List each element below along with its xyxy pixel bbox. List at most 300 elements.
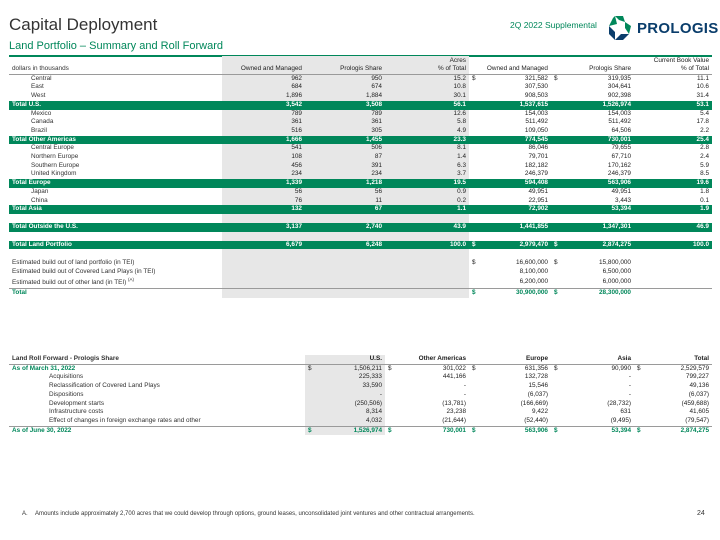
value-cell — [551, 127, 634, 136]
value-text: 49,136 — [689, 382, 709, 390]
value-cell — [385, 400, 469, 409]
currency-symbol: $ — [554, 426, 558, 434]
table-row — [9, 417, 712, 426]
land-portfolio-summary-table — [9, 56, 712, 298]
currency-symbol: $ — [472, 258, 476, 266]
value-cell — [305, 110, 385, 119]
value-text: 962 — [291, 74, 302, 82]
value-text: 456 — [291, 161, 302, 169]
value-cell — [634, 83, 712, 92]
value-text: 2,529,579 — [680, 364, 709, 372]
value-text: 56 — [294, 187, 302, 195]
prologis-logo-icon — [605, 14, 635, 42]
value-text: 132,728 — [524, 373, 548, 381]
blank-cell — [305, 276, 385, 288]
value-text: 2.2 — [700, 126, 709, 134]
row-label: Total U.S. — [9, 101, 222, 110]
row-label — [9, 267, 222, 276]
value-cell — [305, 144, 385, 153]
value-text: 182,182 — [524, 161, 548, 169]
value-text: 53,394 — [611, 426, 631, 434]
value-text: 799,227 — [685, 373, 709, 381]
total-row — [9, 101, 712, 110]
value-cell — [634, 92, 712, 101]
value-cell — [551, 92, 634, 101]
currency-symbol: $ — [472, 74, 476, 82]
value-cell — [385, 74, 469, 83]
value-cell — [469, 170, 551, 179]
row-label: Total Europe — [9, 179, 222, 188]
value-cell — [551, 232, 634, 241]
blank-cell — [222, 258, 305, 267]
value-cell — [385, 144, 469, 153]
blank-cell — [385, 249, 469, 258]
value-cell — [385, 373, 469, 382]
value-text: 307,530 — [524, 83, 548, 91]
blank-cell — [305, 56, 385, 65]
value-cell — [469, 74, 551, 83]
value-cell — [469, 153, 551, 162]
value-text: 902,398 — [607, 92, 631, 100]
table-row — [9, 74, 712, 83]
currency-symbol: $ — [308, 426, 312, 434]
value-text: 132 — [291, 205, 302, 213]
blank-cell — [385, 258, 469, 267]
value-cell — [222, 144, 305, 153]
value-cell — [551, 276, 634, 288]
value-cell — [385, 205, 469, 214]
value-text: 8.5 — [700, 170, 709, 178]
value-cell — [385, 223, 469, 232]
value-cell — [469, 373, 551, 382]
table-row — [9, 408, 712, 417]
value-cell — [634, 232, 712, 241]
value-text: 674 — [371, 83, 382, 91]
value-text: 108 — [291, 153, 302, 161]
value-text: 17.8 — [696, 118, 709, 126]
column-header: Owned and Managed — [222, 65, 305, 74]
value-cell — [634, 214, 712, 223]
blank-cell — [222, 249, 305, 258]
row-label-text: Estimated build out of Covered Land Plays (in TEI) — [12, 267, 156, 275]
blank-cell — [634, 289, 712, 298]
value-cell — [305, 205, 385, 214]
value-cell — [305, 153, 385, 162]
row-label: Japan — [31, 187, 49, 195]
footnote-text: Amounts include approximately 2,700 acres that we could develop through options, ground leases, unconsolidated joint ventures and other contractual arrangements. — [35, 511, 475, 517]
blank-cell — [385, 276, 469, 288]
value-text: 3,443 — [615, 196, 631, 204]
blank-cell — [551, 249, 634, 258]
row-label: East — [31, 83, 44, 91]
page-title: Capital Deployment — [9, 15, 158, 34]
table-row — [9, 153, 712, 162]
value-cell — [551, 223, 634, 232]
currency-symbol: $ — [554, 74, 558, 82]
value-cell — [469, 408, 551, 417]
row-label: Reclassification of Covered Land Plays — [49, 382, 160, 390]
value-text: 1,455 — [366, 135, 382, 143]
value-text: 15.2 — [453, 74, 466, 82]
row-label: West — [31, 92, 46, 100]
value-cell — [469, 258, 551, 267]
column-header-row — [9, 65, 712, 74]
value-text: 86,046 — [528, 144, 548, 152]
value-text: 11 — [375, 196, 382, 204]
value-cell — [305, 101, 385, 110]
value-text: 1,537,615 — [519, 100, 548, 108]
value-text: 49,951 — [528, 187, 548, 195]
value-cell — [551, 144, 634, 153]
value-cell — [551, 74, 634, 83]
column-header: Other Americas — [385, 355, 469, 364]
value-cell — [385, 417, 469, 426]
total-row — [9, 223, 712, 232]
row-label: United Kingdom — [31, 170, 77, 178]
footnote-letter: A. — [22, 511, 28, 517]
value-cell — [551, 289, 634, 298]
value-text: 19.6 — [696, 179, 709, 187]
units-label: dollars in thousands — [9, 65, 222, 74]
value-text: 6.3 — [457, 161, 466, 169]
value-text: - — [628, 382, 631, 390]
value-text: 15,546 — [528, 382, 548, 390]
value-text: 41,605 — [689, 408, 709, 416]
value-text: 8.1 — [457, 144, 466, 152]
blank-cell — [9, 56, 222, 65]
row-label: Total — [9, 289, 222, 298]
value-cell — [634, 400, 712, 409]
blank-cell — [469, 56, 551, 65]
value-cell — [634, 188, 712, 197]
value-text: 516 — [291, 126, 302, 134]
value-text: 361 — [291, 118, 302, 126]
currency-symbol: $ — [388, 426, 392, 434]
total-row — [9, 136, 712, 145]
value-cell — [305, 391, 385, 400]
blank-cell — [634, 267, 712, 276]
row-label: Total Outside the U.S. — [9, 223, 222, 232]
currency-symbol: $ — [554, 240, 558, 248]
value-cell — [305, 92, 385, 101]
value-cell — [551, 153, 634, 162]
value-cell — [222, 197, 305, 206]
value-text: 1.9 — [700, 205, 709, 213]
value-cell — [551, 241, 634, 250]
table-row — [9, 83, 712, 92]
value-text: 67 — [374, 205, 382, 213]
value-text: 4.9 — [457, 126, 466, 134]
value-text: 321,582 — [524, 74, 548, 82]
value-text: 391 — [371, 161, 382, 169]
value-text: - — [628, 373, 631, 381]
value-text: 246,379 — [524, 170, 548, 178]
value-cell — [634, 179, 712, 188]
value-cell — [305, 232, 385, 241]
value-cell — [385, 127, 469, 136]
value-cell — [305, 364, 385, 373]
value-cell — [385, 197, 469, 206]
value-cell — [634, 205, 712, 214]
row-label-text: Estimated build out of land portfolio (in TEI) — [12, 258, 135, 266]
total-row — [9, 179, 712, 188]
value-text: 6,200,000 — [519, 277, 548, 285]
value-cell — [305, 170, 385, 179]
column-header: Prologis Share — [551, 65, 634, 74]
value-text: 631 — [620, 408, 631, 416]
value-text: 4,032 — [366, 416, 382, 424]
value-text: 1,218 — [366, 179, 382, 187]
value-cell — [385, 136, 469, 145]
value-cell — [222, 179, 305, 188]
table-row — [9, 127, 712, 136]
value-cell — [222, 153, 305, 162]
value-text: 22,951 — [528, 196, 548, 204]
value-text: 361 — [371, 118, 382, 126]
value-cell — [305, 373, 385, 382]
value-cell — [551, 162, 634, 171]
value-cell — [551, 101, 634, 110]
estimate-row — [9, 258, 712, 267]
column-header: % of Total — [634, 65, 712, 74]
value-text: 1.8 — [700, 187, 709, 195]
value-cell — [551, 408, 634, 417]
value-cell — [634, 127, 712, 136]
value-cell — [222, 205, 305, 214]
currency-symbol: $ — [472, 240, 476, 248]
value-cell — [385, 179, 469, 188]
value-cell — [469, 136, 551, 145]
currency-symbol: $ — [554, 289, 558, 297]
value-text: 5.9 — [700, 161, 709, 169]
value-text: 246,379 — [607, 170, 631, 178]
value-cell — [551, 83, 634, 92]
value-text: 908,503 — [524, 92, 548, 100]
value-text: 1,347,301 — [602, 222, 631, 230]
value-cell — [305, 162, 385, 171]
value-cell — [469, 364, 551, 373]
value-cell — [551, 170, 634, 179]
value-text: (6,037) — [688, 390, 709, 398]
blank-cell — [551, 56, 634, 65]
value-text: 0.9 — [457, 187, 466, 195]
value-text: (13,781) — [442, 399, 466, 407]
value-cell — [222, 188, 305, 197]
value-text: 170,162 — [607, 161, 631, 169]
blank-cell — [385, 267, 469, 276]
value-cell — [305, 197, 385, 206]
value-cell — [469, 179, 551, 188]
value-cell — [469, 101, 551, 110]
column-header: Asia — [551, 355, 634, 364]
spacer-row — [9, 232, 712, 241]
row-label: Effect of changes in foreign exchange rates and other — [49, 416, 201, 424]
value-text: (459,688) — [681, 399, 709, 407]
value-text: 9,422 — [532, 408, 548, 416]
value-text: 684 — [291, 83, 302, 91]
value-cell — [469, 197, 551, 206]
value-cell — [305, 136, 385, 145]
blank-cell — [222, 56, 305, 65]
value-cell — [469, 400, 551, 409]
value-text: (28,732) — [607, 399, 631, 407]
value-cell — [469, 426, 551, 435]
column-header: % of Total — [385, 65, 469, 74]
value-cell — [305, 127, 385, 136]
value-text: 730,001 — [442, 426, 466, 434]
value-cell — [222, 83, 305, 92]
value-text: 8,314 — [366, 408, 382, 416]
value-text: 6,679 — [286, 240, 302, 248]
value-text: 100.0 — [450, 240, 466, 248]
value-text: 950 — [371, 74, 382, 82]
value-text: 72,902 — [528, 205, 548, 213]
value-cell — [469, 205, 551, 214]
value-text: 0.2 — [457, 196, 466, 204]
blank-cell — [305, 258, 385, 267]
value-cell — [551, 188, 634, 197]
value-cell — [385, 170, 469, 179]
currency-symbol: $ — [472, 426, 476, 434]
value-cell — [469, 83, 551, 92]
row-label: Dispositions — [49, 390, 84, 398]
value-text: 100.0 — [693, 240, 709, 248]
value-cell — [305, 74, 385, 83]
value-cell — [305, 179, 385, 188]
value-cell — [634, 197, 712, 206]
value-cell — [222, 223, 305, 232]
blank-cell — [222, 289, 305, 298]
value-cell — [305, 426, 385, 435]
table-row — [9, 170, 712, 179]
value-cell — [469, 289, 551, 298]
spacer-row — [9, 249, 712, 258]
value-text: (21,644) — [442, 416, 466, 424]
value-text: 441,166 — [442, 373, 466, 381]
value-cell — [634, 382, 712, 391]
value-text: 5.4 — [700, 109, 709, 117]
value-cell — [551, 391, 634, 400]
blank-cell — [469, 249, 551, 258]
value-cell — [222, 101, 305, 110]
value-text: 6,000,000 — [602, 277, 631, 285]
value-cell — [469, 214, 551, 223]
page-number: 24 — [697, 510, 705, 517]
value-cell — [551, 417, 634, 426]
value-cell — [305, 241, 385, 250]
value-text: - — [463, 382, 466, 390]
value-cell — [222, 110, 305, 119]
row-label: Brazil — [31, 126, 47, 134]
value-cell — [385, 92, 469, 101]
value-text: 563,906 — [607, 179, 631, 187]
value-cell — [634, 153, 712, 162]
value-text: 64,506 — [611, 126, 631, 134]
value-cell — [634, 136, 712, 145]
value-text: 1,666 — [286, 135, 302, 143]
value-cell — [469, 92, 551, 101]
value-text: 53,394 — [611, 205, 631, 213]
total-row — [9, 241, 712, 250]
value-cell — [551, 258, 634, 267]
blank-cell — [305, 249, 385, 258]
value-cell — [222, 170, 305, 179]
value-cell — [469, 188, 551, 197]
value-cell — [634, 162, 712, 171]
value-cell — [634, 426, 712, 435]
value-cell — [634, 364, 712, 373]
value-cell — [634, 223, 712, 232]
value-text: 79,701 — [528, 153, 548, 161]
value-cell — [469, 232, 551, 241]
value-text: 3,508 — [366, 100, 382, 108]
footnote-marker: (A) — [128, 277, 135, 283]
value-cell — [634, 241, 712, 250]
value-cell — [469, 162, 551, 171]
estimate-total-row — [9, 289, 712, 298]
value-cell — [634, 417, 712, 426]
value-text: 49,951 — [611, 187, 631, 195]
value-text: (79,547) — [685, 416, 709, 424]
value-cell — [222, 74, 305, 83]
value-cell — [551, 267, 634, 276]
value-text: - — [628, 390, 631, 398]
value-cell — [469, 127, 551, 136]
value-cell — [305, 223, 385, 232]
value-cell — [385, 391, 469, 400]
table-row — [9, 391, 712, 400]
row-label: Total Land Portfolio — [9, 241, 222, 250]
value-cell — [469, 241, 551, 250]
value-cell — [385, 241, 469, 250]
row-label-text: Estimated build out of other land (in TEI) — [12, 279, 127, 287]
row-label — [9, 214, 222, 223]
value-text: 79,655 — [611, 144, 631, 152]
value-text: (6,037) — [527, 390, 548, 398]
value-cell — [469, 382, 551, 391]
value-text: (250,506) — [354, 399, 382, 407]
value-text: 30.1 — [453, 92, 466, 100]
value-cell — [385, 232, 469, 241]
row-label: Canada — [31, 118, 54, 126]
value-cell — [305, 118, 385, 127]
value-text: 31.4 — [696, 92, 709, 100]
row-label: Northern Europe — [31, 153, 79, 161]
supplemental-label: 2Q 2022 Supplemental — [510, 20, 597, 30]
value-text: 304,641 — [607, 83, 631, 91]
row-label: As of March 31, 2022 — [12, 364, 76, 372]
value-cell — [222, 136, 305, 145]
value-cell — [634, 110, 712, 119]
value-cell — [551, 197, 634, 206]
logo-wordmark: PROLOGIS — [637, 20, 719, 37]
value-cell — [551, 118, 634, 127]
value-cell — [469, 267, 551, 276]
value-cell — [634, 408, 712, 417]
value-text: 76 — [294, 196, 302, 204]
table-row — [9, 92, 712, 101]
estimate-row — [9, 267, 712, 276]
value-cell — [305, 188, 385, 197]
value-text: 23,238 — [446, 408, 466, 416]
value-text: 1,896 — [286, 92, 302, 100]
currency-symbol: $ — [554, 258, 558, 266]
value-cell — [551, 400, 634, 409]
value-text: 1,441,855 — [519, 222, 548, 230]
value-text: 631,356 — [524, 364, 548, 372]
table-row — [9, 144, 712, 153]
value-cell — [385, 408, 469, 417]
